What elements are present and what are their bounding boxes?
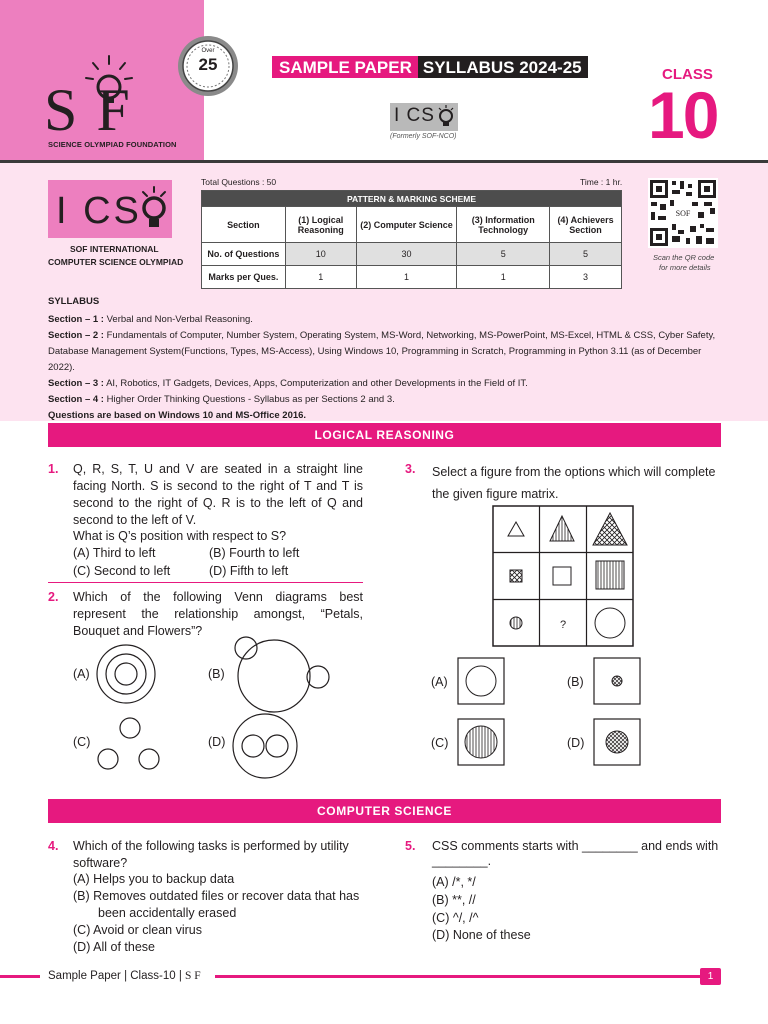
option-b[interactable]: (B) **, // — [432, 893, 476, 907]
icso-large-text: I CS — [56, 190, 142, 232]
table-cell: 5 — [457, 243, 550, 266]
icso-small-text: I CS — [394, 105, 435, 126]
icso-logo-large — [48, 180, 172, 238]
celebration-badge — [176, 34, 240, 98]
table-row — [202, 243, 622, 266]
venn-option-b — [232, 636, 334, 716]
option-d[interactable]: (D) — [567, 736, 585, 750]
footer-sof-logo: S F — [185, 970, 201, 982]
section-label: Section – 3 : — [48, 378, 104, 389]
question-1 — [48, 461, 363, 586]
formerly-note: (Formerly SOF-NCO) — [390, 133, 457, 140]
figure-matrix — [492, 505, 634, 647]
option-b[interactable]: (B) — [567, 675, 584, 689]
footer-line-right — [215, 975, 700, 978]
header-divider — [0, 160, 768, 163]
option-b[interactable]: (B) Removes outdated files or recover data that has — [73, 889, 360, 903]
sample-paper-title — [272, 56, 588, 78]
question-text: Select a figure from the options which will complete the given figure matrix. — [432, 465, 716, 501]
qr-code[interactable] — [648, 178, 718, 248]
icso-org-name-line2: COMPUTER SCIENCE OLYMPIAD — [48, 257, 184, 267]
footer-line-left — [0, 975, 40, 978]
missing-figure-mark: ? — [559, 619, 567, 631]
section-label: Section – 1 : — [48, 314, 104, 325]
syllabus-note: Questions are based on Windows 10 and MS-Office 2016. — [48, 410, 307, 421]
question-number: 3. — [405, 462, 416, 476]
section-bar-logical-reasoning: LOGICAL REASONING — [48, 423, 721, 447]
option-c[interactable]: (C) Avoid or clean virus — [73, 923, 202, 937]
svg-text:SOF: SOF — [675, 209, 691, 218]
question-4 — [48, 838, 368, 958]
option-d[interactable]: (D) Fifth to left — [209, 564, 289, 578]
sof-tagline: SCIENCE OLYMPIAD FOUNDATION — [48, 140, 177, 149]
option-a[interactable]: (A) Third to left — [73, 546, 156, 560]
option-b-continued: been accidentally erased — [98, 906, 237, 920]
badge-number: 25 — [198, 55, 218, 74]
page-number: 1 — [700, 968, 721, 985]
icso-logo-small — [390, 103, 460, 143]
syllabus-heading: SYLLABUS — [48, 296, 100, 307]
class-number: 10 — [648, 78, 718, 152]
venn-option-d — [231, 712, 299, 780]
option-a[interactable]: (A) — [431, 675, 448, 689]
bulb-icon — [438, 105, 454, 129]
section-text: Higher Order Thinking Questions - Syllabus as per Sections 2 and 3. — [103, 394, 395, 405]
question-text: Q, R, S, T, U and V are seated in a straight line facing North. S is second to the right of T and T is second to the right of Q. R is to the left of Q and second to the left of V. — [73, 462, 363, 527]
question-text: CSS comments starts with ________ and ends with — [432, 839, 719, 853]
option-a[interactable]: (A) — [73, 667, 90, 681]
question-5 — [405, 838, 725, 948]
column-header: (2) Computer Science — [356, 207, 457, 243]
table-cell: 10 — [285, 243, 356, 266]
title-sample-paper: SAMPLE PAPER — [272, 56, 418, 78]
option-d[interactable]: (D) All of these — [73, 940, 155, 954]
figure-option-d[interactable] — [593, 718, 641, 766]
column-header: (3) Information Technology — [457, 207, 550, 243]
qr-caption: for more details — [659, 263, 711, 272]
row-label: Marks per Ques. — [202, 266, 286, 289]
table-row — [202, 266, 622, 289]
figure-option-a[interactable] — [457, 657, 505, 705]
question-text: What is Q’s position with respect to S? — [73, 529, 287, 543]
footer-text — [48, 970, 201, 982]
option-d[interactable]: (D) — [208, 735, 226, 749]
section-bar-computer-science: COMPUTER SCIENCE — [48, 799, 721, 823]
option-c[interactable]: (C) Second to left — [73, 564, 171, 578]
table-cell: 1 — [356, 266, 457, 289]
question-number: 2. — [48, 590, 59, 604]
option-c[interactable]: (C) — [431, 736, 449, 750]
section-text: Verbal and Non-Verbal Reasoning. — [103, 314, 253, 325]
table-cell: 1 — [457, 266, 550, 289]
table-cell: 5 — [550, 243, 622, 266]
sof-logo — [44, 54, 194, 154]
total-questions: Total Questions : 50 — [201, 177, 277, 187]
question-text: ________. — [432, 854, 492, 868]
table-cell: 30 — [356, 243, 457, 266]
question-number: 5. — [405, 839, 416, 853]
option-d[interactable]: (D) None of these — [432, 928, 531, 942]
option-a[interactable]: (A) Helps you to backup data — [73, 872, 235, 886]
time-allowed: Time : 1 hr. — [580, 177, 623, 187]
question-divider — [48, 582, 363, 583]
option-b[interactable]: (B) — [208, 667, 225, 681]
syllabus — [48, 294, 728, 424]
option-a[interactable]: (A) /*, */ — [432, 875, 476, 889]
column-header: (4) Achievers Section — [550, 207, 622, 243]
icso-org-name-line1: SOF INTERNATIONAL — [70, 244, 159, 254]
section-label: Section – 2 : — [48, 330, 104, 341]
row-label: No. of Questions — [202, 243, 286, 266]
figure-option-b[interactable] — [593, 657, 641, 705]
question-text: Which of the following tasks is performed by utility software? — [73, 839, 349, 870]
option-c[interactable]: (C) — [73, 735, 91, 749]
table-cell: 1 — [285, 266, 356, 289]
title-syllabus-year: SYLLABUS 2024-25 — [418, 56, 588, 78]
option-c[interactable]: (C) ^/, /^ — [432, 911, 479, 925]
column-header: (1) Logical Reasoning — [285, 207, 356, 243]
table-cell: 3 — [550, 266, 622, 289]
section-text: Fundamentals of Computer, Number System, Operating System, MS-Word, Networking, MS-PowerPoint, MS-Excel, HTML & CSS, Cyber Safety, Database Management System(Functions, Types, MS-Access), Using Windows 10, Programming in Scratch, Programming in Python 3.11 (as of December 2022). — [48, 330, 716, 373]
class-label: CLASS — [662, 66, 713, 83]
bulb-icon — [140, 186, 168, 232]
column-header: Section — [202, 207, 286, 243]
question-number: 1. — [48, 462, 59, 476]
qr-caption: Scan the QR code — [653, 253, 715, 262]
section-text: AI, Robotics, IT Gadgets, Devices, Apps, Computerization and other Developments in the Field of IT. — [103, 378, 528, 389]
table-title: PATTERN & MARKING SCHEME — [202, 191, 622, 207]
venn-option-c — [96, 716, 162, 772]
question-number: 4. — [48, 839, 59, 853]
marking-scheme-table — [201, 190, 622, 289]
badge-over: Over — [201, 48, 215, 54]
question-text: Which of the following Venn diagrams best represent the relationship amongst, “Petals, Bouquet and Flowers”? — [73, 590, 363, 638]
footer-label: Sample Paper | Class-10 | — [48, 970, 186, 982]
question-3 — [405, 461, 725, 501]
venn-option-a — [95, 643, 157, 705]
option-b[interactable]: (B) Fourth to left — [209, 546, 300, 560]
sof-letters: S F — [44, 77, 132, 143]
section-label: Section – 4 : — [48, 394, 104, 405]
figure-option-c[interactable] — [457, 718, 505, 766]
